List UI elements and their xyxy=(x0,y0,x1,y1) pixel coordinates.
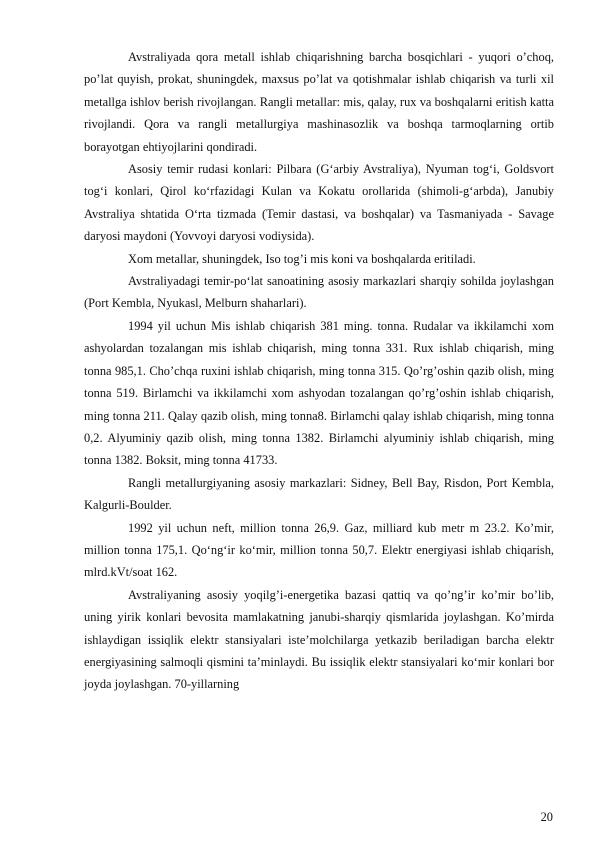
paragraph-1992-energy: 1992 yil uchun neft, million tonna 26,9. Gaz, milliard kub metr m 23.2. Ko’mir, million tonna 175,1. Qo‘ng‘ir ko‘mir, million tonna 50,7. Elektr energiyasi ishlab chiqarish, mlrd.kVt/soat 162. xyxy=(84,520,554,580)
paragraph-energy-base: Avstraliyaning asosiy yoqilg’i-energetika bazasi qattiq va qo’ng’ir ko’mir bo’lib, uning yirik konlari bevosita mamlakatning janubi-sharqiy qismlarida joylashgan. Ko’mirda ishlaydigan issiqlik elektr stansiyalari iste’molchilarga yetkazib beriladigan barcha elektr energiyasining salmoqli qismini ta’minlaydi. Bu issiqlik elektr stansiyalari ko‘mir konlari bor joyda joylashgan. 70-yillarning xyxy=(84,587,554,692)
paragraph-iron-ore-deposits: Asosiy temir rudasi konlari: Pilbara (G‘arbiy Avstraliya), Nyuman tog‘i, Goldsvort tog‘i konlari, Qirol ko‘rfazidagi Kulan va Kokatu orollarida (shimoli-g‘arbda), Janubiy Avstraliya shtatida O‘rta tizmada (Temir dastasi, va boshqalar) va Tasmaniyada - Savage daryosi maydoni (Yovvoyi daryosi vodiysida). xyxy=(84,162,554,244)
paragraph-1994-production: 1994 yil uchun Mis ishlab chiqarish 381 ming. tonna. Rudalar va ikkilamchi xom ashyolardan tozalangan mis ishlab chiqarish, ming tonna 331. Rux ishlab chiqarish, ming tonna 985,1. Cho’chqa ruxini ishlab chiqarish, ming tonna 315. Qo’rg’oshin qazib olish, ming tonna 519. Birlamchi va ikkilamchi xom ashyodan tozalangan qo’rg’oshin ishlab chiqarish, ming tonna 211. Qalay qazib olish, ming tonna8. Birlamchi qalay ishlab chiqarish, ming tonna 0,2. Alyuminiy qazib olish, ming tonna 1382. Birlamchi alyuminiy ishlab chiqarish, ming tonna 1382. Boksit, ming tonna 41733. xyxy=(84,318,554,468)
page-body xyxy=(84,46,554,696)
page-number: 20 xyxy=(540,810,553,824)
paragraph-raw-metals: Xom metallar, shuningdek, Iso tog’i mis koni va boshqalarda eritiladi. xyxy=(128,251,476,266)
paragraph-steel-centers: Avstraliyadagi temir-po‘lat sanoatining asosiy markazlari sharqiy sohilda joylashgan (Port Kembla, Nyukasl, Melburn shaharlari). xyxy=(84,274,554,311)
paragraph-metallurgy-overview: Avstraliyada qora metall ishlab chiqarishning barcha bosqichlari - yuqori o’choq, po’lat quyish, prokat, shuningdek, maxsus po’lat va qotishmalar ishlab chiqarish va turli xil metallga ishlov berish rivojlangan. Rangli metallar: mis, qalay, rux va boshqalarni eritish katta rivojlandi. Qora va rangli metallurgiya mashinasozlik va boshqa tarmoqlarning ortib borayotgan ehtiyojlarini qondiradi. xyxy=(84,50,554,154)
paragraph-nonferrous-centers: Rangli metallurgiyaning asosiy markazlari: Sidney, Bell Bay, Risdon, Port Kembla, Kalgurli-Boulder. xyxy=(84,475,554,513)
